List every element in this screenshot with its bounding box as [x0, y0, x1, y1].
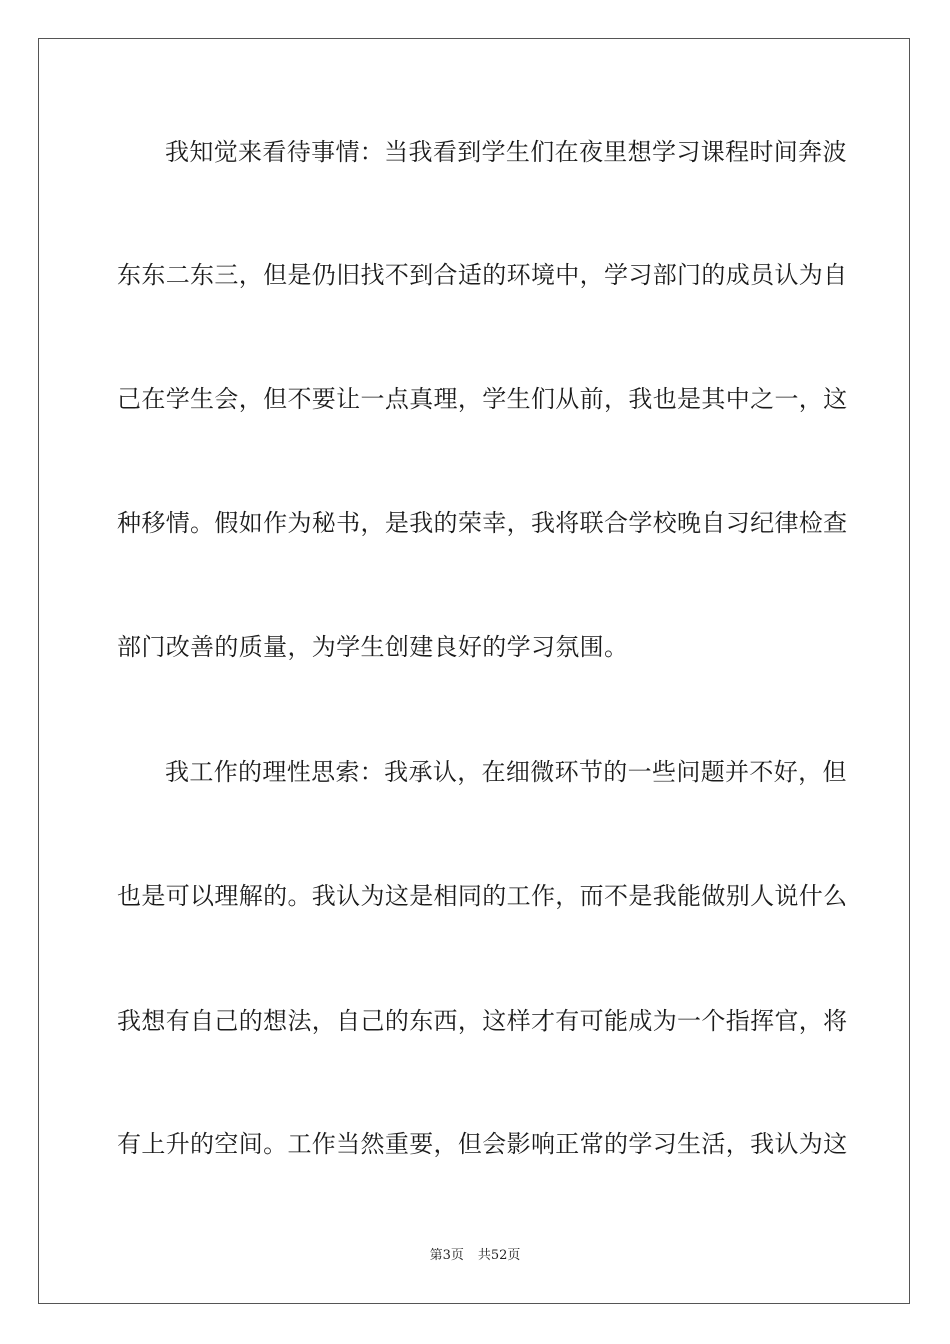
paragraph-2-line-2: 也是可以理解的。我认为这是相同的工作，而不是我能做别人说什么 — [117, 882, 848, 910]
page-total: 共52页 — [477, 1248, 521, 1263]
paragraph-1-line-5: 部门改善的质量，为学生创建良好的学习氛围。 — [117, 633, 629, 661]
paragraph-2-line-1: 我工作的理性思索：我承认，在细微环节的一些问题并不好，但 — [165, 758, 847, 786]
paragraph-1-line-4: 种移情。假如作为秘书，是我的荣幸，我将联合学校晚自习纪律检查 — [117, 509, 848, 537]
paragraph-1-line-2: 东东二东三，但是仍旧找不到合适的环境中，学习部门的成员认为自 — [117, 261, 848, 289]
paragraph-1-line-1: 我知觉来看待事情：当我看到学生们在夜里想学习课程时间奔波 — [165, 138, 847, 166]
paragraph-2-line-4: 有上升的空间。工作当然重要，但会影响正常的学习生活，我认为这 — [117, 1130, 848, 1158]
paragraph-1-line-3: 己在学生会，但不要让一点真理，学生们从前，我也是其中之一，这 — [117, 385, 848, 413]
page-footer — [0, 1248, 950, 1264]
paragraph-2-line-3: 我想有自己的想法，自己的东西，这样才有可能成为一个指挥官，将 — [117, 1007, 848, 1035]
page-border — [38, 38, 910, 1304]
page-number: 第3页 — [429, 1248, 464, 1263]
